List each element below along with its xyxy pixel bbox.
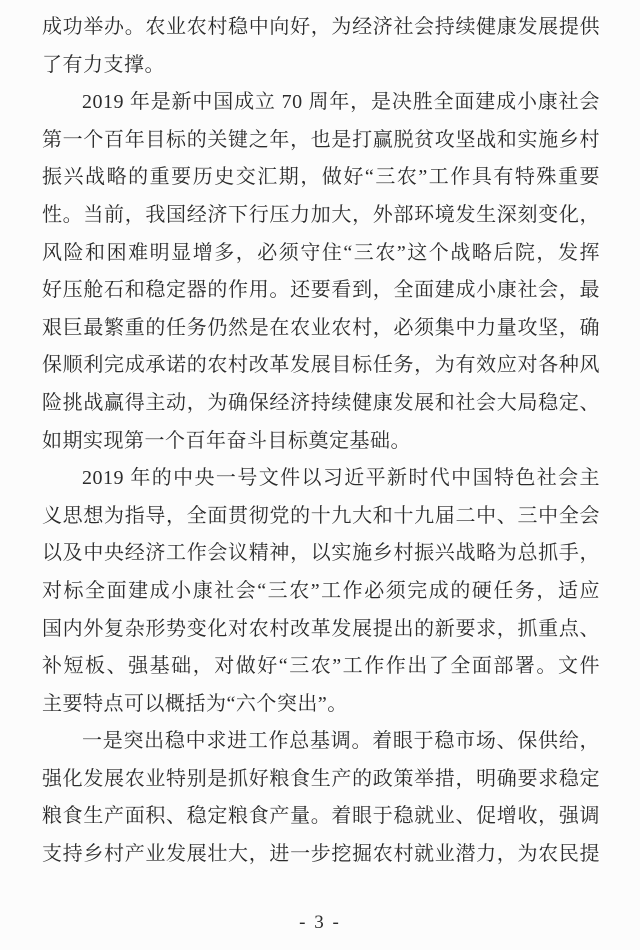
text-line: 2019 年是新中国成立 70 周年，是决胜全面建成小康社会 bbox=[82, 91, 600, 114]
text-line: 粮食生产面积、稳定粮食产量。着眼于稳就业、促增收，强调 bbox=[42, 805, 600, 828]
text-line: 成功举办。农业农村稳中向好，为经济社会持续健康发展提供 bbox=[42, 16, 600, 38]
text-line: 振兴战略的重要历史交汇期，做好“三农”工作具有特殊重要 bbox=[42, 166, 600, 189]
text-line: 性。当前，我国经济下行压力加大，外部环境发生深刻变化， bbox=[42, 203, 600, 226]
page-number: - 3 - bbox=[299, 912, 341, 933]
text-line: 2019 年的中央一号文件以习近平新时代中国特色社会主 bbox=[82, 467, 600, 490]
text-line: 第一个百年目标的关键之年，也是打赢脱贫攻坚战和实施乡村 bbox=[42, 128, 600, 151]
text-line: 以及中央经济工作会议精神，以实施乡村振兴战略为总抓手， bbox=[42, 542, 600, 565]
text-line: 艰巨最繁重的任务仍然是在农业农村，必须集中力量攻坚，确 bbox=[42, 316, 600, 339]
text-line: 了有力支撑。 bbox=[42, 53, 165, 76]
text-line: 主要特点可以概括为“六个突出”。 bbox=[42, 692, 348, 715]
text-line: 好压舱石和稳定器的作用。还要看到，全面建成小康社会，最 bbox=[42, 279, 600, 302]
text-line: 国内外复杂形势变化对农村改革发展提出的新要求，抓重点、 bbox=[42, 617, 600, 640]
text-line: 保顺利完成承诺的农村改革发展目标任务，为有效应对各种风 bbox=[42, 354, 600, 377]
text-line: 风险和困难明显增多，必须守住“三农”这个战略后院，发挥 bbox=[42, 241, 600, 264]
text-line: 义思想为指导，全面贯彻党的十九大和十九届二中、三中全会 bbox=[42, 504, 600, 527]
text-line: 强化发展农业特别是抓好粮食生产的政策举措，明确要求稳定 bbox=[42, 767, 600, 790]
text-line: 一是突出稳中求进工作总基调。着眼于稳市场、保供给， bbox=[82, 730, 600, 753]
text-line: 支持乡村产业发展壮大，进一步挖掘农村就业潜力，为农民提 bbox=[42, 843, 600, 866]
text-line: 如期实现第一个百年奋斗目标奠定基础。 bbox=[42, 429, 411, 452]
document-body bbox=[42, 9, 600, 874]
text-line: 补短板、强基础，对做好“三农”工作作出了全面部署。文件 bbox=[42, 655, 600, 678]
text-line: 对标全面建成小康社会“三农”工作必须完成的硬任务，适应 bbox=[42, 579, 600, 602]
text-line: 险挑战赢得主动，为确保经济持续健康发展和社会大局稳定、 bbox=[42, 391, 600, 414]
